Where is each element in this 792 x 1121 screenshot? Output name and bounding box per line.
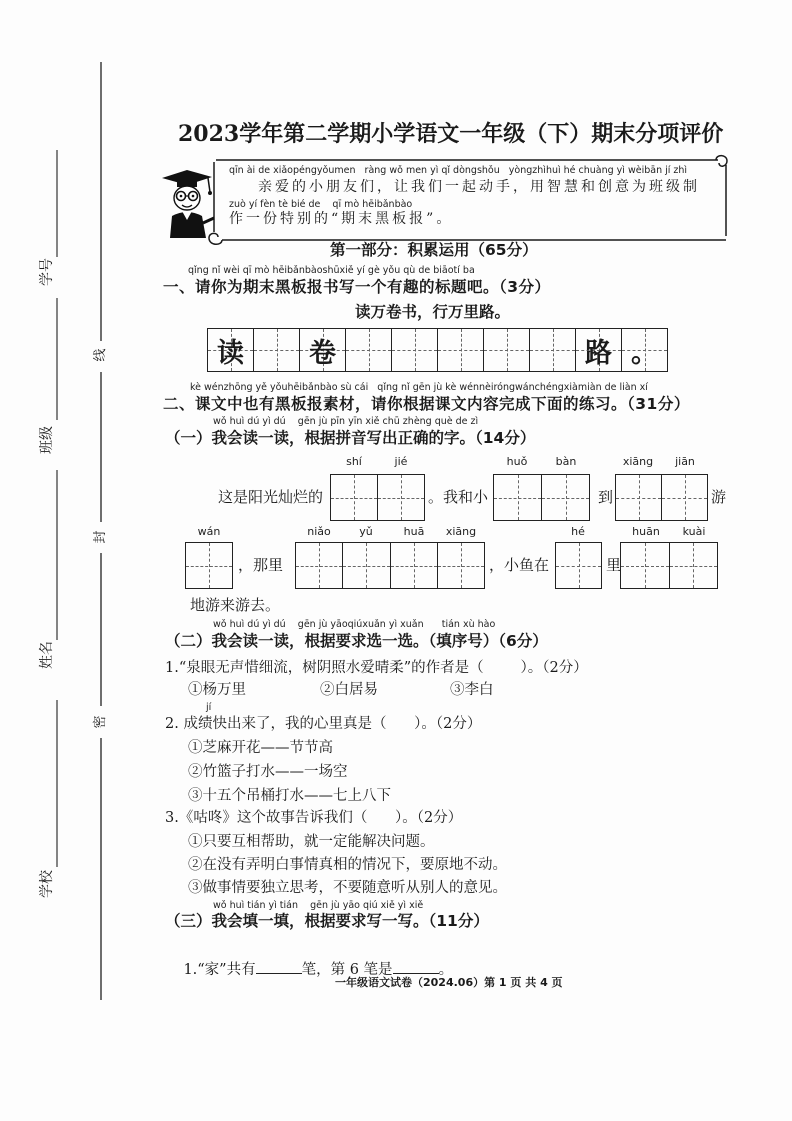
grid-cell <box>300 329 346 371</box>
sentence-fragment: 地游来游去。 <box>190 596 281 614</box>
banner-line-2: 作一份特别的“期末黑板报”。 <box>229 211 454 227</box>
choice-question-2: 2. 成绩快出来了，我的心里真是（ ）。（2分） <box>165 716 482 732</box>
answer-blank <box>393 959 439 974</box>
answer-blank <box>256 959 302 974</box>
sentence-fragment: ，那里 <box>238 556 284 574</box>
grid-cell <box>530 329 576 371</box>
seal-seal-mark: 封 <box>93 530 108 544</box>
box-pinyin: niǎo <box>307 525 331 538</box>
character-pinyin-ji: jí <box>206 702 212 713</box>
student-id-label: 学号 <box>39 258 55 286</box>
school-label: 学校 <box>39 870 55 898</box>
write-cell <box>621 543 670 588</box>
box-pinyin: huǒ <box>506 455 528 468</box>
write-cell <box>616 475 662 520</box>
choice-option: ③做事情要独立思考，不要随意听从别人的意见。 <box>188 880 507 896</box>
box-pinyin: kuài <box>682 525 706 538</box>
title-writing-grid <box>207 328 668 372</box>
choice-option: ②白居易 <box>320 682 378 698</box>
section-3-heading: （三）我会填一填，根据要求写一写。（11分） <box>165 912 489 930</box>
grid-cell <box>576 329 622 371</box>
box-pinyin: shí <box>346 455 362 468</box>
choice-option: ①杨万里 <box>188 682 246 698</box>
sentence-fragment: 。我和小 <box>428 488 489 506</box>
box-pinyin: wán <box>197 525 221 538</box>
class-label: 班级 <box>39 426 55 454</box>
part-1-heading: 第一部分：积累运用（65分） <box>330 241 538 259</box>
name-label: 姓名 <box>39 641 55 669</box>
write-cell <box>378 475 424 520</box>
section-3-pinyin: wǒ huì tián yì tián gēn jù yāo qiú xiě yì xiě <box>213 900 424 911</box>
write-box-shijie <box>330 474 425 521</box>
write-cell <box>391 543 438 588</box>
write-cell <box>331 475 378 520</box>
grid-cell <box>346 329 392 371</box>
box-pinyin: xiāng <box>622 455 654 468</box>
fill-text: 1.“家”共有 <box>183 962 256 978</box>
grid-cell <box>208 329 254 371</box>
banner-line-1: 亲爱的小朋友们，让我们一起动手，用智慧和创意为班级制 <box>258 179 700 195</box>
sentence-fragment: ，小鱼在 <box>489 556 550 574</box>
write-cell <box>662 475 707 520</box>
write-cell <box>556 543 601 588</box>
write-cell <box>438 543 484 588</box>
question-1-pinyin: qǐng nǐ wèi qī mò hēibǎnbàoshūxiě yí gè yǒu qù de biāotí ba <box>188 265 475 276</box>
seal-secret-mark: 密 <box>93 715 108 729</box>
write-cell <box>186 543 232 588</box>
box-pinyin: huān <box>632 525 660 538</box>
write-box-huoban <box>493 474 590 521</box>
choice-option: ②竹篮子打水——一场空 <box>188 764 348 780</box>
sentence-fragment: 里 <box>606 556 622 574</box>
seal-line-mark: 线 <box>93 348 108 362</box>
question-2-prompt: 二、课文中也有黑板报素材，请你根据课文内容完成下面的练习。（31分） <box>163 395 690 413</box>
banner-pinyin-1: qīn ài de xiǎopéngyǒumen ràng wǒ men yì qǐ dòngshǒu yòngzhìhuì hé chuàng yì wèibān jí zhì <box>229 165 688 176</box>
choice-question-1: 1.“泉眼无声惜细流，树阴照水爱晴柔”的作者是（ ）。（2分） <box>165 660 588 676</box>
choice-option: ③十五个吊桶打水——七上八下 <box>188 788 391 804</box>
write-cell <box>542 475 589 520</box>
grid-char: 读 <box>217 337 244 369</box>
choice-option: ①只要互相帮助，就一定能解决问题。 <box>188 834 435 850</box>
box-pinyin: xiāng <box>445 525 477 538</box>
sentence-fragment: 游 <box>711 488 727 506</box>
section-1-pinyin: wǒ huì dú yì dú gēn jù pīn yīn xiě chū zhèng què de zì <box>213 416 479 427</box>
write-box-niaoyuhuaxiang <box>295 542 485 589</box>
grid-cell <box>622 329 667 371</box>
write-box-huankuai <box>620 542 718 589</box>
banner-pinyin-2: zuò yí fèn tè bié de qī mò hēibǎnbào <box>229 199 413 210</box>
grid-char: 路 <box>585 337 612 369</box>
section-2-pinyin: wǒ huì dú yì dú gēn jù yāoqiúxuǎn yì xuǎn tián xù hào <box>213 619 496 630</box>
write-box-xiangjian <box>615 474 708 521</box>
write-cell <box>670 543 718 588</box>
box-pinyin: hé <box>571 525 585 538</box>
write-cell <box>296 543 343 588</box>
write-cell <box>343 543 390 588</box>
page-footer: 一年级语文试卷（2024.06）第 1 页 共 4 页 <box>335 976 563 989</box>
choice-question-3: 3.《咕咚》这个故事告诉我们（ ）。（2分） <box>165 810 463 826</box>
write-cell <box>494 475 542 520</box>
write-box-wan <box>185 542 233 589</box>
box-pinyin: huā <box>403 525 425 538</box>
grid-cell <box>392 329 438 371</box>
write-box-he <box>555 542 602 589</box>
choice-option: ①芝麻开花——节节高 <box>188 740 333 756</box>
sentence-fragment: 这是阳光灿烂的 <box>218 488 324 506</box>
grid-cell <box>254 329 300 371</box>
sentence-fragment: 到 <box>598 488 614 506</box>
page-title: 2023学年第二学期小学语文一年级（下）期末分项评价 <box>178 121 724 147</box>
grid-char: 卷 <box>309 337 336 369</box>
cartoon-student-icon <box>162 170 214 238</box>
box-pinyin: jié <box>394 455 408 468</box>
grid-cell <box>438 329 484 371</box>
section-2-heading: （二）我会读一读，根据要求选一选。（填序号）（6分） <box>165 632 548 650</box>
grid-cell <box>484 329 530 371</box>
question-1-prompt: 一、请你为期末黑板报书写一个有趣的标题吧。（3分） <box>163 278 551 296</box>
fill-text: 。 <box>438 962 454 978</box>
fill-text: 笔，第 6 笔是 <box>301 962 393 978</box>
question-2-pinyin: kè wénzhōng yě yǒuhēibǎnbào sù cái qǐng nǐ gēn jù kè wénnèiróngwánchéngxiàmiàn de liàn xí <box>190 382 648 393</box>
box-pinyin: yǔ <box>359 525 373 538</box>
model-title: 读万卷书，行万里路。 <box>355 303 511 321</box>
choice-option: ②在没有弄明白事情真相的情况下，要原地不动。 <box>188 857 507 873</box>
choice-option: ③李白 <box>450 682 494 698</box>
box-pinyin: jiān <box>675 455 695 468</box>
section-1-heading: （一）我会读一读，根据拼音写出正确的字。（14分） <box>165 429 536 447</box>
box-pinyin: bàn <box>555 455 577 468</box>
grid-char: 。 <box>631 337 658 369</box>
